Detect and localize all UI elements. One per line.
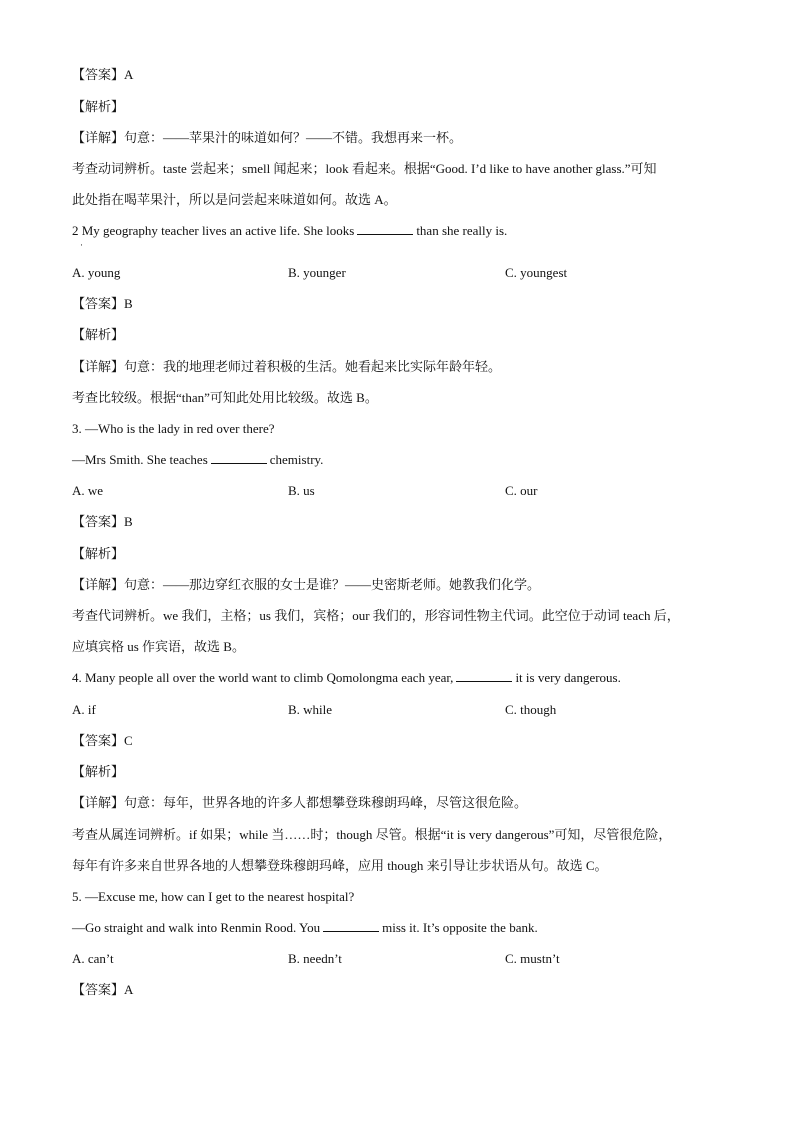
question-2	[72, 222, 507, 240]
answer-blank	[211, 451, 267, 464]
option-a: A. if	[72, 702, 96, 717]
detail-text: 每年有许多来自世界各地的人想攀登珠穆朗玛峰，应用 though 来引导让步状语从句。故选 C。	[72, 858, 608, 873]
question-text: chemistry.	[269, 452, 324, 467]
detail-text: 应填宾格 us 作宾语，故选 B。	[72, 639, 245, 654]
detail-text: 【详解】句意：每年，世界各地的许多人都想攀登珠穆朗玛峰，尽管这很危险。	[72, 795, 528, 810]
option-a: A. young	[72, 265, 121, 280]
detail-text: 【详解】句意：我的地理老师过着积极的生活。她看起来比实际年龄年轻。	[72, 359, 502, 374]
answer-label: 【答案】B	[72, 514, 133, 529]
question-text: 4. Many people all over the world want to climb Qomolongma each year,	[72, 670, 454, 685]
option-c: C. our	[505, 483, 538, 498]
detail-text: 【详解】句意：——那边穿红衣服的女士是谁？——史密斯老师。她教我们化学。	[72, 577, 541, 592]
answer-label: 【答案】C	[72, 733, 133, 748]
answer-label: 【答案】B	[72, 296, 133, 311]
question-3: 3. —Who is the lady in red over there?	[72, 421, 275, 436]
stray-dot: ·	[80, 240, 83, 250]
detail-text: 考查代词辨析。we 我们，主格；us 我们，宾格；our 我们的，形容词性物主代词。此空位于动词 teach 后，	[72, 608, 680, 623]
question-5: 5. —Excuse me, how can I get to the nearest hospital?	[72, 889, 355, 904]
option-b: B. needn’t	[288, 951, 342, 966]
answer-blank	[357, 222, 413, 235]
answer-blank	[456, 669, 512, 682]
option-c: C. though	[505, 702, 557, 717]
question-3-response	[72, 451, 323, 469]
question-4	[72, 669, 621, 687]
analysis-label: 【解析】	[72, 327, 125, 342]
detail-text: 考查动词辨析。taste 尝起来；smell 闻起来；look 看起来。根据“Good. I’d like to have another glass.”可知	[72, 161, 657, 176]
question-text: miss it. It’s opposite the bank.	[382, 920, 538, 935]
analysis-label: 【解析】	[72, 546, 125, 561]
detail-text: 考查从属连词辨析。if 如果；while 当……时；though 尽管。根据“it is very dangerous”可知，尽管很危险，	[72, 827, 672, 842]
option-b: B. us	[288, 483, 315, 498]
option-c: C. youngest	[505, 265, 568, 280]
option-a: A. can’t	[72, 951, 114, 966]
question-text: than she really is.	[416, 223, 508, 238]
detail-text: 考查比较级。根据“than”可知此处用比较级。故选 B。	[72, 390, 378, 405]
answer-blank	[323, 919, 379, 932]
detail-text: 【详解】句意：——苹果汁的味道如何？——不错。我想再来一杯。	[72, 130, 463, 145]
analysis-label: 【解析】	[72, 99, 125, 114]
option-b: B. while	[288, 702, 333, 717]
option-b: B. younger	[288, 265, 346, 280]
analysis-label: 【解析】	[72, 764, 125, 779]
question-text: it is very dangerous.	[515, 670, 621, 685]
answer-label: 【答案】A	[72, 67, 134, 82]
option-a: A. we	[72, 483, 104, 498]
detail-text: 此处指在喝苹果汁，所以是问尝起来味道如何。故选 A。	[72, 192, 397, 207]
question-text: —Mrs Smith. She teaches	[72, 452, 208, 467]
answer-label: 【答案】A	[72, 982, 134, 997]
question-text: —Go straight and walk into Renmin Rood. You	[72, 920, 321, 935]
option-c: C. mustn’t	[505, 951, 560, 966]
question-text: 2 My geography teacher lives an active life. She looks	[72, 223, 355, 238]
question-5-response	[72, 919, 538, 937]
